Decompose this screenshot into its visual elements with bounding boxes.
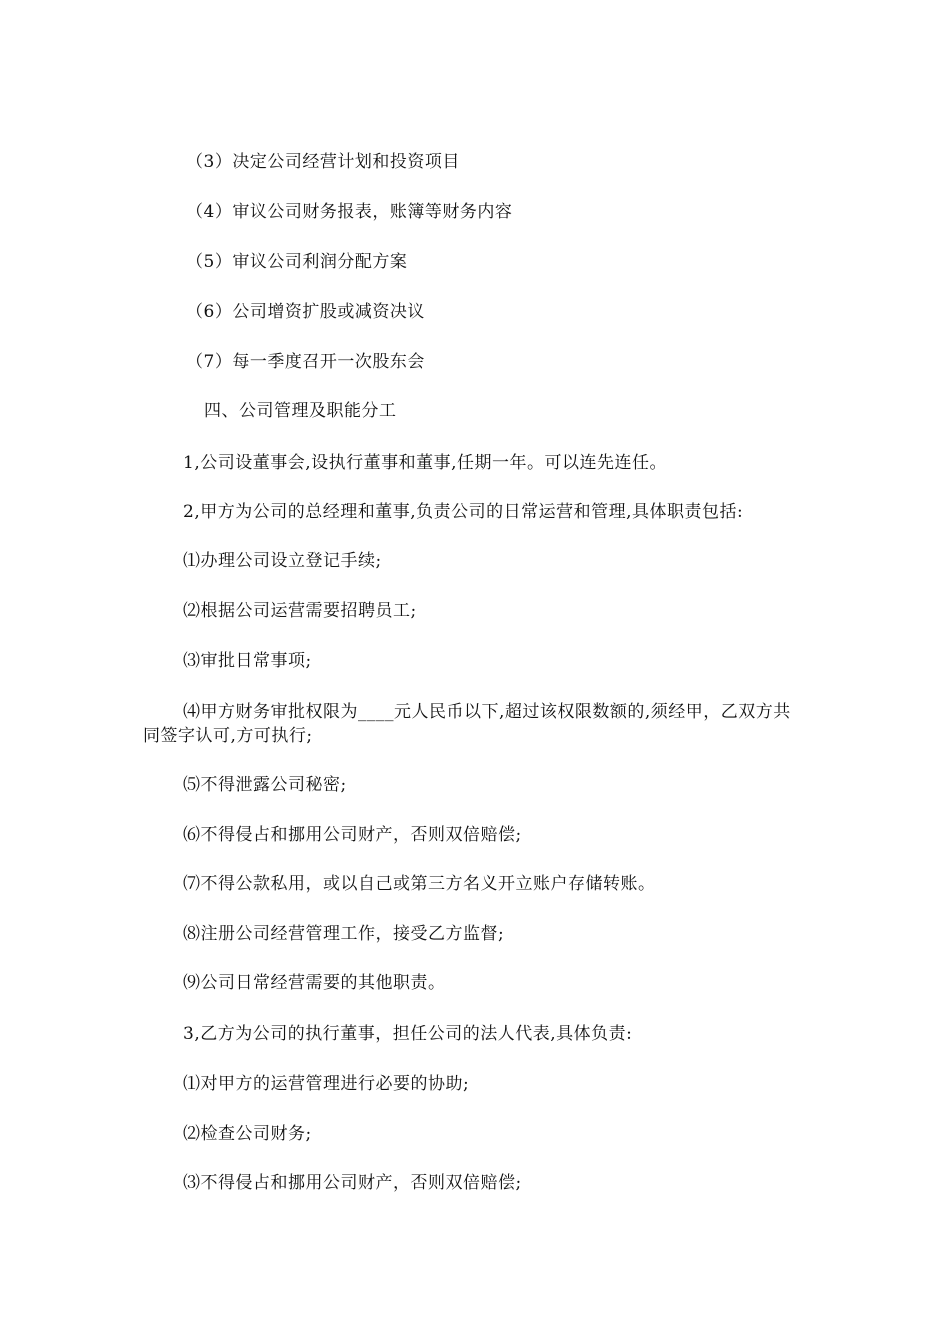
clause-2-item-7: ⑺不得公款私用，或以自己或第三方名义开立账户存储转账。: [183, 874, 656, 894]
clause-2: 2,甲方为公司的总经理和董事,负责公司的日常运营和管理,具体职责包括:: [183, 502, 744, 522]
paragraph-item-6: （6）公司增资扩股或减资决议: [186, 302, 425, 322]
paragraph-item-3: （3）决定公司经营计划和投资项目: [186, 152, 460, 172]
clause-3-item-3: ⑶不得侵占和挪用公司财产，否则双倍赔偿;: [183, 1173, 522, 1193]
clause-2-item-6: ⑹不得侵占和挪用公司财产，否则双倍赔偿;: [183, 825, 522, 845]
clause-3-item-1: ⑴对甲方的运营管理进行必要的协助;: [183, 1074, 470, 1094]
clause-2-item-4: ⑷甲方财务审批权限为____元人民币以下,超过该权限数额的,须经甲，乙双方共同签字认可,方可执行;: [143, 702, 791, 746]
section-heading: 四、公司管理及职能分工: [204, 401, 397, 421]
clause-2-item-9: ⑼公司日常经营需要的其他职责。: [183, 973, 446, 993]
clause-2-item-3: ⑶审批日常事项;: [183, 651, 312, 671]
paragraph-item-7: （7）每一季度召开一次股东会: [186, 352, 425, 372]
clause-2-item-8: ⑻注册公司经营管理工作，接受乙方监督;: [183, 924, 505, 944]
clause-2-item-1: ⑴办理公司设立登记手续;: [183, 551, 382, 571]
clause-3-item-2: ⑵检查公司财务;: [183, 1124, 312, 1144]
paragraph-item-4: （4）审议公司财务报表，账簿等财务内容: [186, 202, 513, 222]
clause-2-item-2: ⑵根据公司运营需要招聘员工;: [183, 601, 417, 621]
clause-1: 1,公司设董事会,设执行董事和董事,任期一年。可以连先连任。: [183, 453, 668, 473]
clause-2-item-5: ⑸不得泄露公司秘密;: [183, 775, 347, 795]
clause-3: 3,乙方为公司的执行董事，担任公司的法人代表,具体负责:: [183, 1024, 633, 1044]
paragraph-item-5: （5）审议公司利润分配方案: [186, 252, 408, 272]
